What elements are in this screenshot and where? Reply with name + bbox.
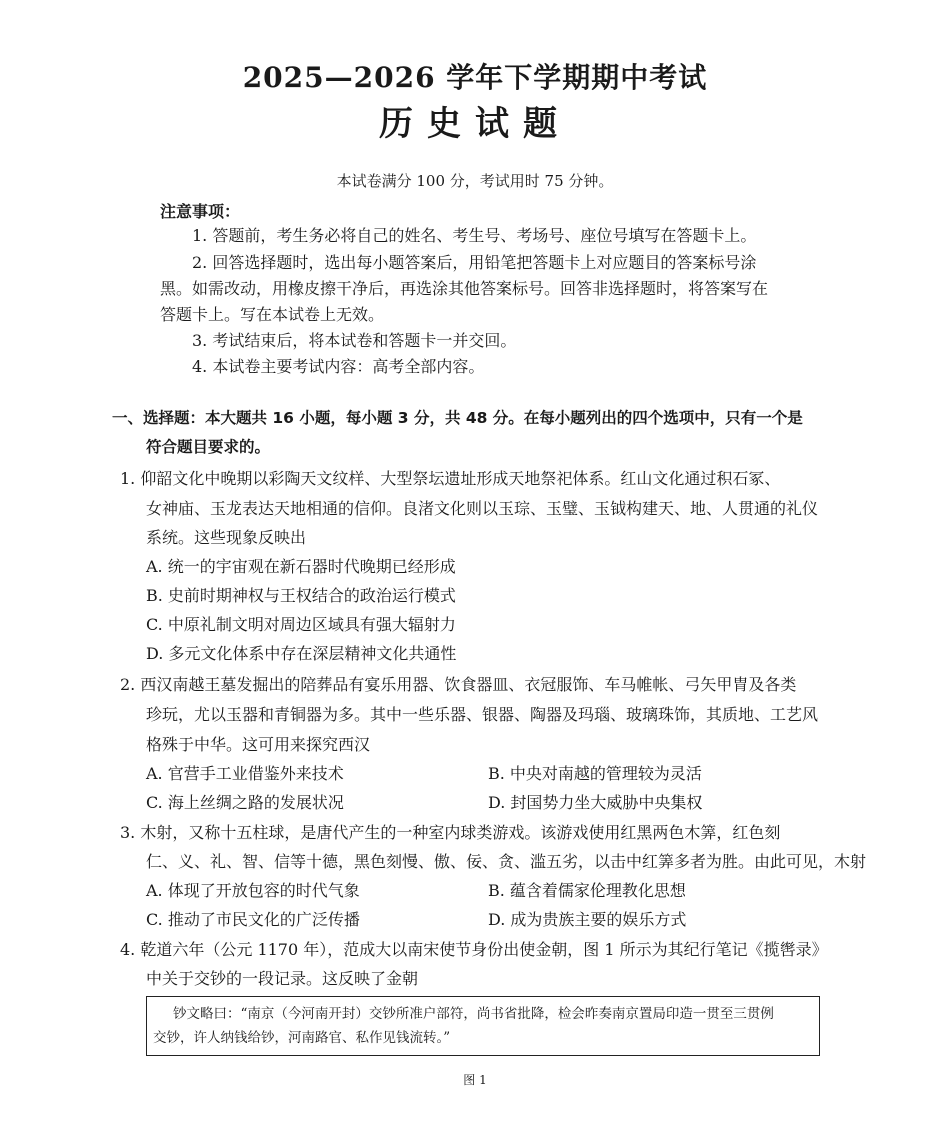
- question-4-stem: 4. 乾道六年（公元 1170 年），范成大以南宋使节身份出使金朝，图 1 所示为其纪行笔记《揽辔录》: [120, 940, 828, 959]
- question-1-option-b: B. 史前时期神权与王权结合的政治运行模式: [146, 586, 456, 605]
- exam-info: 本试卷满分 100 分，考试用时 75 分钟。: [336, 172, 614, 190]
- notice-line: 黑。如需改动，用橡皮擦干净后，再选涂其他答案标号。回答非选择题时，将答案写在: [160, 279, 769, 298]
- question-1-option-a: A. 统一的宇宙观在新石器时代晚期已经形成: [146, 557, 456, 576]
- question-1-option-d: D. 多元文化体系中存在深层精神文化共通性: [146, 644, 457, 663]
- notice-line: 3. 考试结束后，将本试卷和答题卡一并交回。: [192, 331, 517, 350]
- question-3-option-c: C. 推动了市民文化的广泛传播: [146, 910, 360, 929]
- section-heading: 一、选择题：本大题共 16 小题，每小题 3 分，共 48 分。在每小题列出的四个选项中，只有一个是: [112, 409, 803, 427]
- question-2-option-b: B. 中央对南越的管理较为灵活: [488, 764, 702, 783]
- question-3-stem: 3. 木射，又称十五柱球，是唐代产生的一种室内球类游戏。该游戏使用红黑两色木筭，红色刻: [120, 823, 781, 842]
- question-3-option-b: B. 蕴含着儒家伦理教化思想: [488, 881, 686, 900]
- question-2-stem: 格殊于中华。这可用来探究西汉: [146, 735, 371, 754]
- quote-line: 钞文略曰：“南京（今河南开封）交钞所准户部符，尚书省批降，检会昨奏南京置局印造一贯至三贯例: [173, 1006, 774, 1022]
- question-1-stem: 1. 仰韶文化中晚期以彩陶天文纹样、大型祭坛遗址形成天地祭祀体系。红山文化通过积石冢、: [120, 469, 781, 488]
- subject-title: 历史试题: [379, 104, 571, 144]
- notice-line: 2. 回答选择题时，选出每小题答案后，用铅笔把答题卡上对应题目的答案标号涂: [192, 253, 757, 272]
- question-3-option-d: D. 成为贵族主要的娱乐方式: [488, 910, 687, 929]
- quote-line: 交钞，许人纳钱给钞，河南路官、私作见钱流转。”: [153, 1030, 451, 1046]
- question-2-stem: 2. 西汉南越王墓发掘出的陪葬品有宴乐用器、饮食器皿、衣冠服饰、车马帷帐、弓矢甲胄及各类: [120, 675, 797, 694]
- question-1-stem: 女神庙、玉龙表达天地相通的信仰。良渚文化则以玉琮、玉璧、玉钺构建天、地、人贯通的礼仪: [146, 499, 819, 518]
- figure-1-quote-box: [146, 996, 820, 1056]
- notice-heading: 注意事项：: [160, 202, 241, 221]
- question-2-option-d: D. 封国势力坐大威胁中央集权: [488, 793, 703, 812]
- question-2-option-a: A. 官营手工业借鉴外来技术: [146, 764, 344, 783]
- question-2-option-c: C. 海上丝绸之路的发展状况: [146, 793, 344, 812]
- question-3-stem: 仁、义、礼、智、信等十德，黑色刻慢、傲、佞、贪、滥五劣，以击中红筭多者为胜。由此可见，木射: [146, 852, 867, 871]
- section-heading-cont: 符合题目要求的。: [146, 438, 271, 456]
- notice-line: 答题卡上。写在本试卷上无效。: [160, 305, 385, 324]
- notice-line: 4. 本试卷主要考试内容：高考全部内容。: [192, 357, 485, 376]
- question-1-option-c: C. 中原礼制文明对周边区域具有强大辐射力: [146, 615, 456, 634]
- question-1-stem: 系统。这些现象反映出: [146, 528, 307, 547]
- question-3-option-a: A. 体现了开放包容的时代气象: [146, 881, 360, 900]
- exam-title: 2025—2026 学年下学期期中考试: [242, 61, 708, 94]
- figure-caption: 图 1: [463, 1073, 487, 1087]
- notice-line: 1. 答题前，考生务必将自己的姓名、考生号、考场号、座位号填写在答题卡上。: [192, 226, 757, 245]
- question-2-stem: 珍玩，尤以玉器和青铜器为多。其中一些乐器、银器、陶器及玛瑙、玻璃珠饰，其质地、工艺风: [146, 705, 819, 724]
- question-4-stem: 中关于交钞的一段记录。这反映了金朝: [146, 969, 419, 988]
